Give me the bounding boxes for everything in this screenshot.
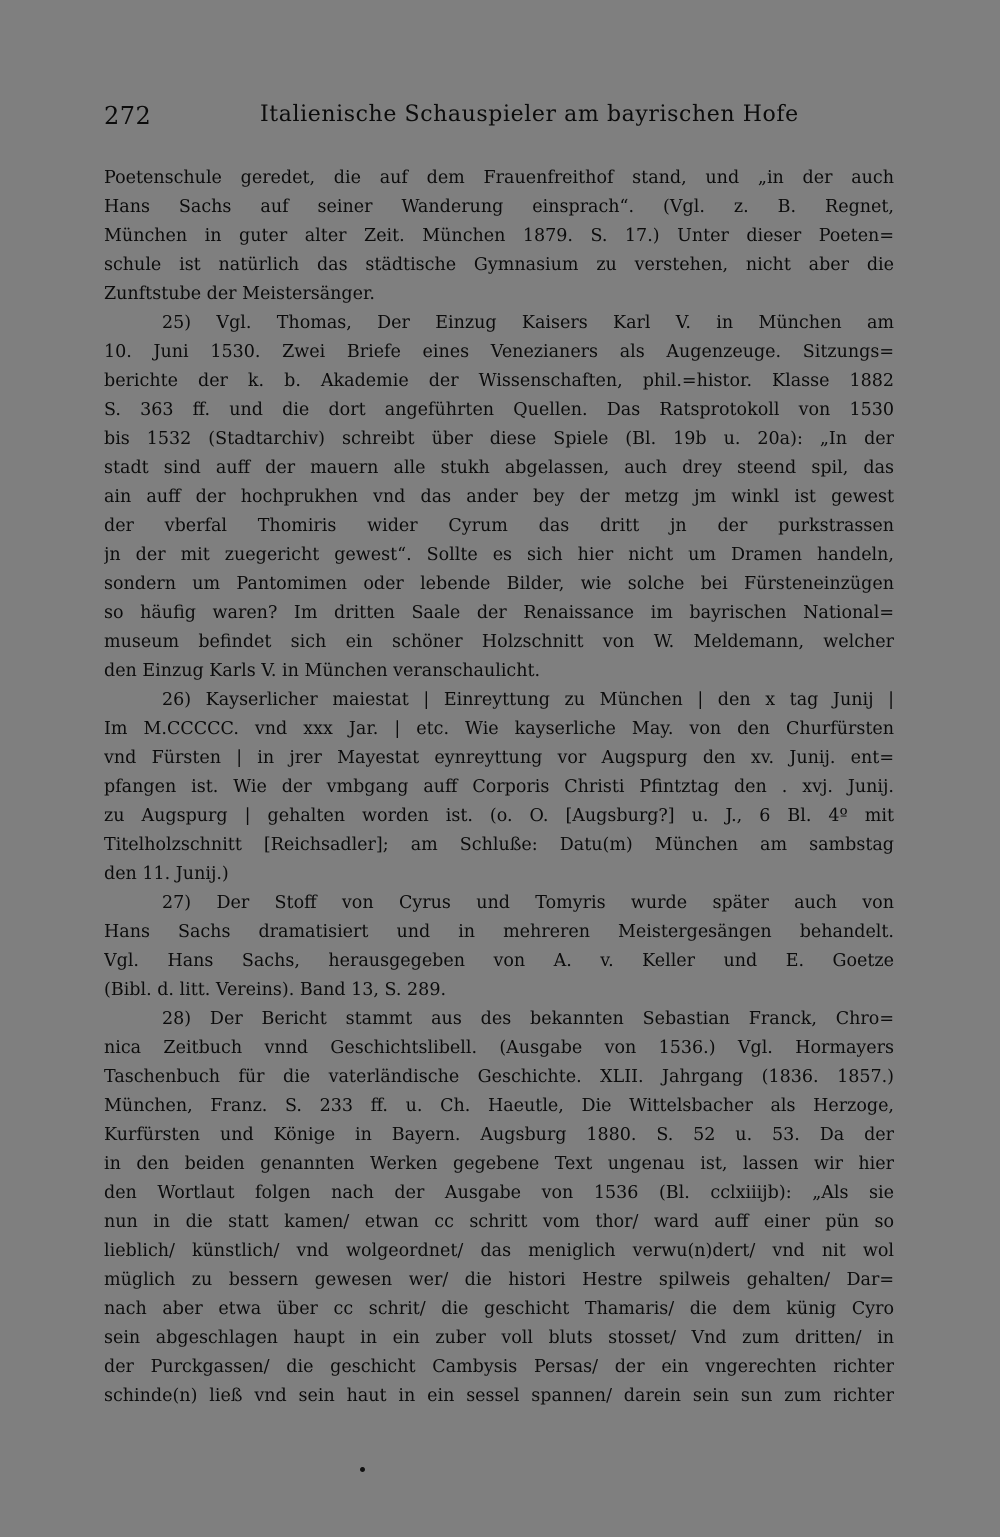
page-body-text (104, 164, 894, 1411)
text-line: 10. Juni 1530. Zwei Briefe eines Venezianers als Augenzeuge. Sitzungs= (104, 342, 894, 362)
footer-dot-mark (360, 1467, 365, 1472)
running-title: Italienische Schauspieler am bayrischen Hofe (260, 102, 799, 127)
text-line: sondern um Pantomimen oder lebende Bilder, wie solche bei Fürsteneinzügen (104, 574, 894, 594)
text-line: Poetenschule geredet, die auf dem Frauenfreithof stand, und „in der auch (104, 168, 894, 188)
text-line: nica Zeitbuch vnnd Geschichtslibell. (Ausgabe von 1536.) Vgl. Hormayers (104, 1038, 894, 1058)
page-number: 272 (104, 102, 152, 130)
text-line: vnd Fürsten | in jrer Mayestat eynreyttung vor Augspurg den xv. Junij. ent= (104, 748, 894, 768)
text-line: den 11. Junij.) (104, 864, 229, 884)
text-line: zu Augspurg | gehalten worden ist. (o. O. [Augsburg?] u. J., 6 Bl. 4º mit (104, 806, 894, 826)
text-line: 25) Vgl. Thomas, Der Einzug Kaisers Karl V. in München am (162, 313, 894, 333)
text-line: sein abgeschlagen haupt in ein zuber voll bluts stosset/ Vnd zum dritten/ in (104, 1328, 894, 1348)
text-line: in den beiden genannten Werken gegebene Text ungenau ist, lassen wir hier (104, 1154, 894, 1174)
text-line: lieblich/ künstlich/ vnd wolgeordnet/ das meniglich verwu(n)dert/ vnd nit wol (104, 1241, 894, 1261)
text-line: so häufig waren? Im dritten Saale der Renaissance im bayrischen National= (104, 603, 894, 623)
text-line: München in guter alter Zeit. München 1879. S. 17.) Unter dieser Poeten= (104, 226, 894, 246)
text-line: München, Franz. S. 233 ff. u. Ch. Haeutle, Die Wittelsbacher als Herzoge, (104, 1096, 894, 1116)
text-line: S. 363 ff. und die dort angeführten Quellen. Das Ratsprotokoll von 1530 (104, 400, 894, 420)
text-line: Vgl. Hans Sachs, herausgegeben von A. v. Keller und E. Goetze (104, 951, 894, 971)
text-line: müglich zu bessern gewesen wer/ die histori Hestre spilweis gehalten/ Dar= (104, 1270, 894, 1290)
text-line: Hans Sachs auf seiner Wanderung einsprach“. (Vgl. z. B. Regnet, (104, 197, 894, 217)
text-line: nach aber etwa über cc schrit/ die geschicht Thamaris/ die dem künig Cyro (104, 1299, 894, 1319)
text-line: 26) Kayserlicher maiestat | Einreyttung zu München | den x tag Junij | (162, 690, 894, 710)
text-line: Kurfürsten und Könige in Bayern. Augsburg 1880. S. 52 u. 53. Da der (104, 1125, 894, 1145)
text-line: Zunftstube der Meistersänger. (104, 284, 375, 304)
text-line: der vberfal Thomiris wider Cyrum das dritt jn der purkstrassen (104, 516, 894, 536)
text-line: stadt sind auff der mauern alle stukh abgelassen, auch drey steend spil, das (104, 458, 894, 478)
text-line: (Bibl. d. litt. Vereins). Band 13, S. 289. (104, 980, 447, 1000)
text-line: ain auff der hochprukhen vnd das ander bey der metzg jm winkl ist gewest (104, 487, 894, 507)
text-line: Titelholzschnitt [Reichsadler]; am Schluße: Datu(m) München am sambstag (104, 835, 894, 855)
text-line: pfangen ist. Wie der vmbgang auff Corporis Christi Pfintztag den . xvj. Junij. (104, 777, 894, 797)
text-line: nun in die statt kamen/ etwan cc schritt vom thor/ ward auff einer pün so (104, 1212, 894, 1232)
text-line: bis 1532 (Stadtarchiv) schreibt über diese Spiele (Bl. 19b u. 20a): „In der (104, 429, 894, 449)
text-line: Taschenbuch für die vaterländische Geschichte. XLII. Jahrgang (1836. 1857.) (104, 1067, 894, 1087)
text-line: schinde(n) ließ vnd sein haut in ein sessel spannen/ darein sein sun zum richter (104, 1386, 894, 1406)
text-line: schule ist natürlich das städtische Gymnasium zu verstehen, nicht aber die (104, 255, 894, 275)
text-line: Hans Sachs dramatisiert und in mehreren Meistergesängen behandelt. (104, 922, 894, 942)
text-line: der Purckgassen/ die geschicht Cambysis Persas/ der ein vngerechten richter (104, 1357, 894, 1377)
page-header (104, 100, 894, 140)
text-line: 27) Der Stoff von Cyrus und Tomyris wurde später auch von (162, 893, 894, 913)
text-line: den Wortlaut folgen nach der Ausgabe von 1536 (Bl. cclxiiijb): „Als sie (104, 1183, 894, 1203)
text-line: jn der mit zuegericht gewest“. Sollte es sich hier nicht um Dramen handeln, (104, 545, 894, 565)
text-line: Im M.CCCCC. vnd xxx Jar. | etc. Wie kayserliche May. von den Churfürsten (104, 719, 894, 739)
text-line: 28) Der Bericht stammt aus des bekannten Sebastian Franck, Chro= (162, 1009, 894, 1029)
text-line: berichte der k. b. Akademie der Wissenschaften, phil.=histor. Klasse 1882 (104, 371, 894, 391)
text-line: museum befindet sich ein schöner Holzschnitt von W. Meldemann, welcher (104, 632, 894, 652)
text-line: den Einzug Karls V. in München veranschaulicht. (104, 661, 541, 681)
